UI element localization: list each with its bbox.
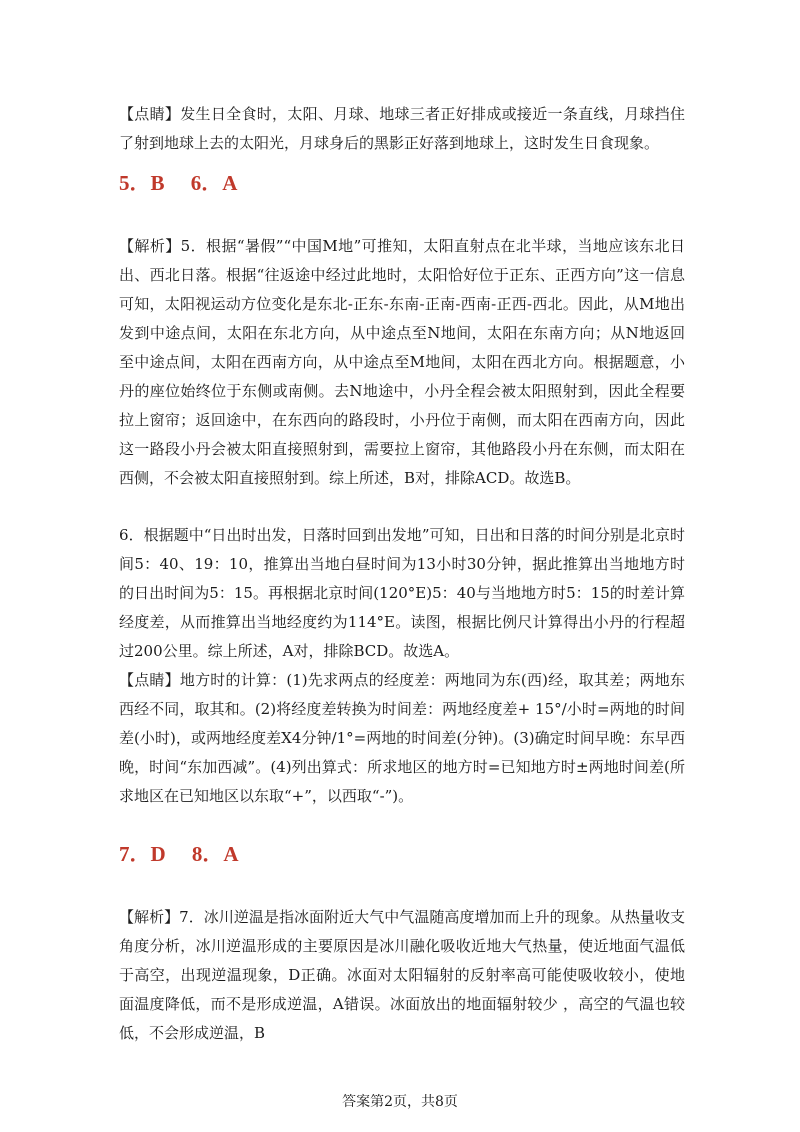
page-footer: 答案第2页，共8页 <box>342 1094 458 1110</box>
analysis-paragraph-q6: 6．根据题中“日出时出发，日落时回到出发地”可知，日出和日落的时间分别是北京时间5：40、19：10，推算出当地白昼时间为13小时30分钟，据此推算出当地地方时的日出时间为5：15。再根据北京时间(120°E)5：40与当地地方时5：15的时差计算经度差，从而推算出当地经度约为114°E。读图，根据比例尺计算得出小丹的行程超过200公里。综上所述，A对，排除BCD。故选A。 <box>119 526 685 660</box>
note-paragraph-solar-eclipse: 【点睛】发生日全食时，太阳、月球、地球三者正好排成或接近一条直线，月球挡住了射到地球上去的太阳光，月球身后的黑影正好落到地球上，这时发生日食现象。 <box>119 105 685 152</box>
answer-heading-5-6: 5．B 6．A <box>119 171 238 195</box>
answer-heading-7-8: 7．D 8．A <box>119 842 239 866</box>
analysis-paragraph-q7: 【解析】7．冰川逆温是指冰面附近大气中气温随高度增加而上升的现象。从热量收支角度分析，冰川逆温形成的主要原因是冰川融化吸收近地大气热量，使近地面气温低于高空，出现逆温现象，D正确。冰面对太阳辐射的反射率高可能使吸收较小，使地面温度降低，而不是形成逆温，A错误。冰面放出的地面辐射较少 ，高空的气温也较低，不会形成逆温，B <box>119 908 685 1042</box>
analysis-paragraph-q5: 【解析】5．根据“暑假”“中国M地”可推知，太阳直射点在北半球，当地应该东北日出、西北日落。根据“往返途中经过此地时，太阳恰好位于正东、正西方向”这一信息可知，太阳视运动方位变化是东北-正东-东南-正南-西南-正西-西北。因此，从M地出发到中途点间，太阳在东北方向，从中途点至N地间，太阳在东南方向；从N地返回至中途点间，太阳在西南方向，从中途点至M地间，太阳在西北方向。根据题意，小丹的座位始终位于东侧或南侧。去N地途中，小丹全程会被太阳照射到，因此全程要拉上窗帘；返回途中，在东西向的路段时，小丹位于南侧，而太阳在西南方向，因此这一路段小丹会被太阳直接照射到，需要拉上窗帘，其他路段小丹在东侧，而太阳在西侧，不会被太阳直接照射到。综上所述，B对，排除ACD。故选B。 <box>119 237 685 487</box>
note-paragraph-local-time: 【点睛】地方时的计算：(1)先求两点的经度差：两地同为东(西)经，取其差；两地东西经不同，取其和。(2)将经度差转换为时间差：两地经度差+ 15°/小时=两地的时间差(小时)，或两地经度差X4分钟/1°=两地的时间差(分钟)。(3)确定时间早晚：东早西晚，时间“东加西减”。(4)列出算式：所求地区的地方时=已知地方时±两地时间差(所求地区在已知地区以东取“+”，以西取“-”)。 <box>119 671 685 805</box>
